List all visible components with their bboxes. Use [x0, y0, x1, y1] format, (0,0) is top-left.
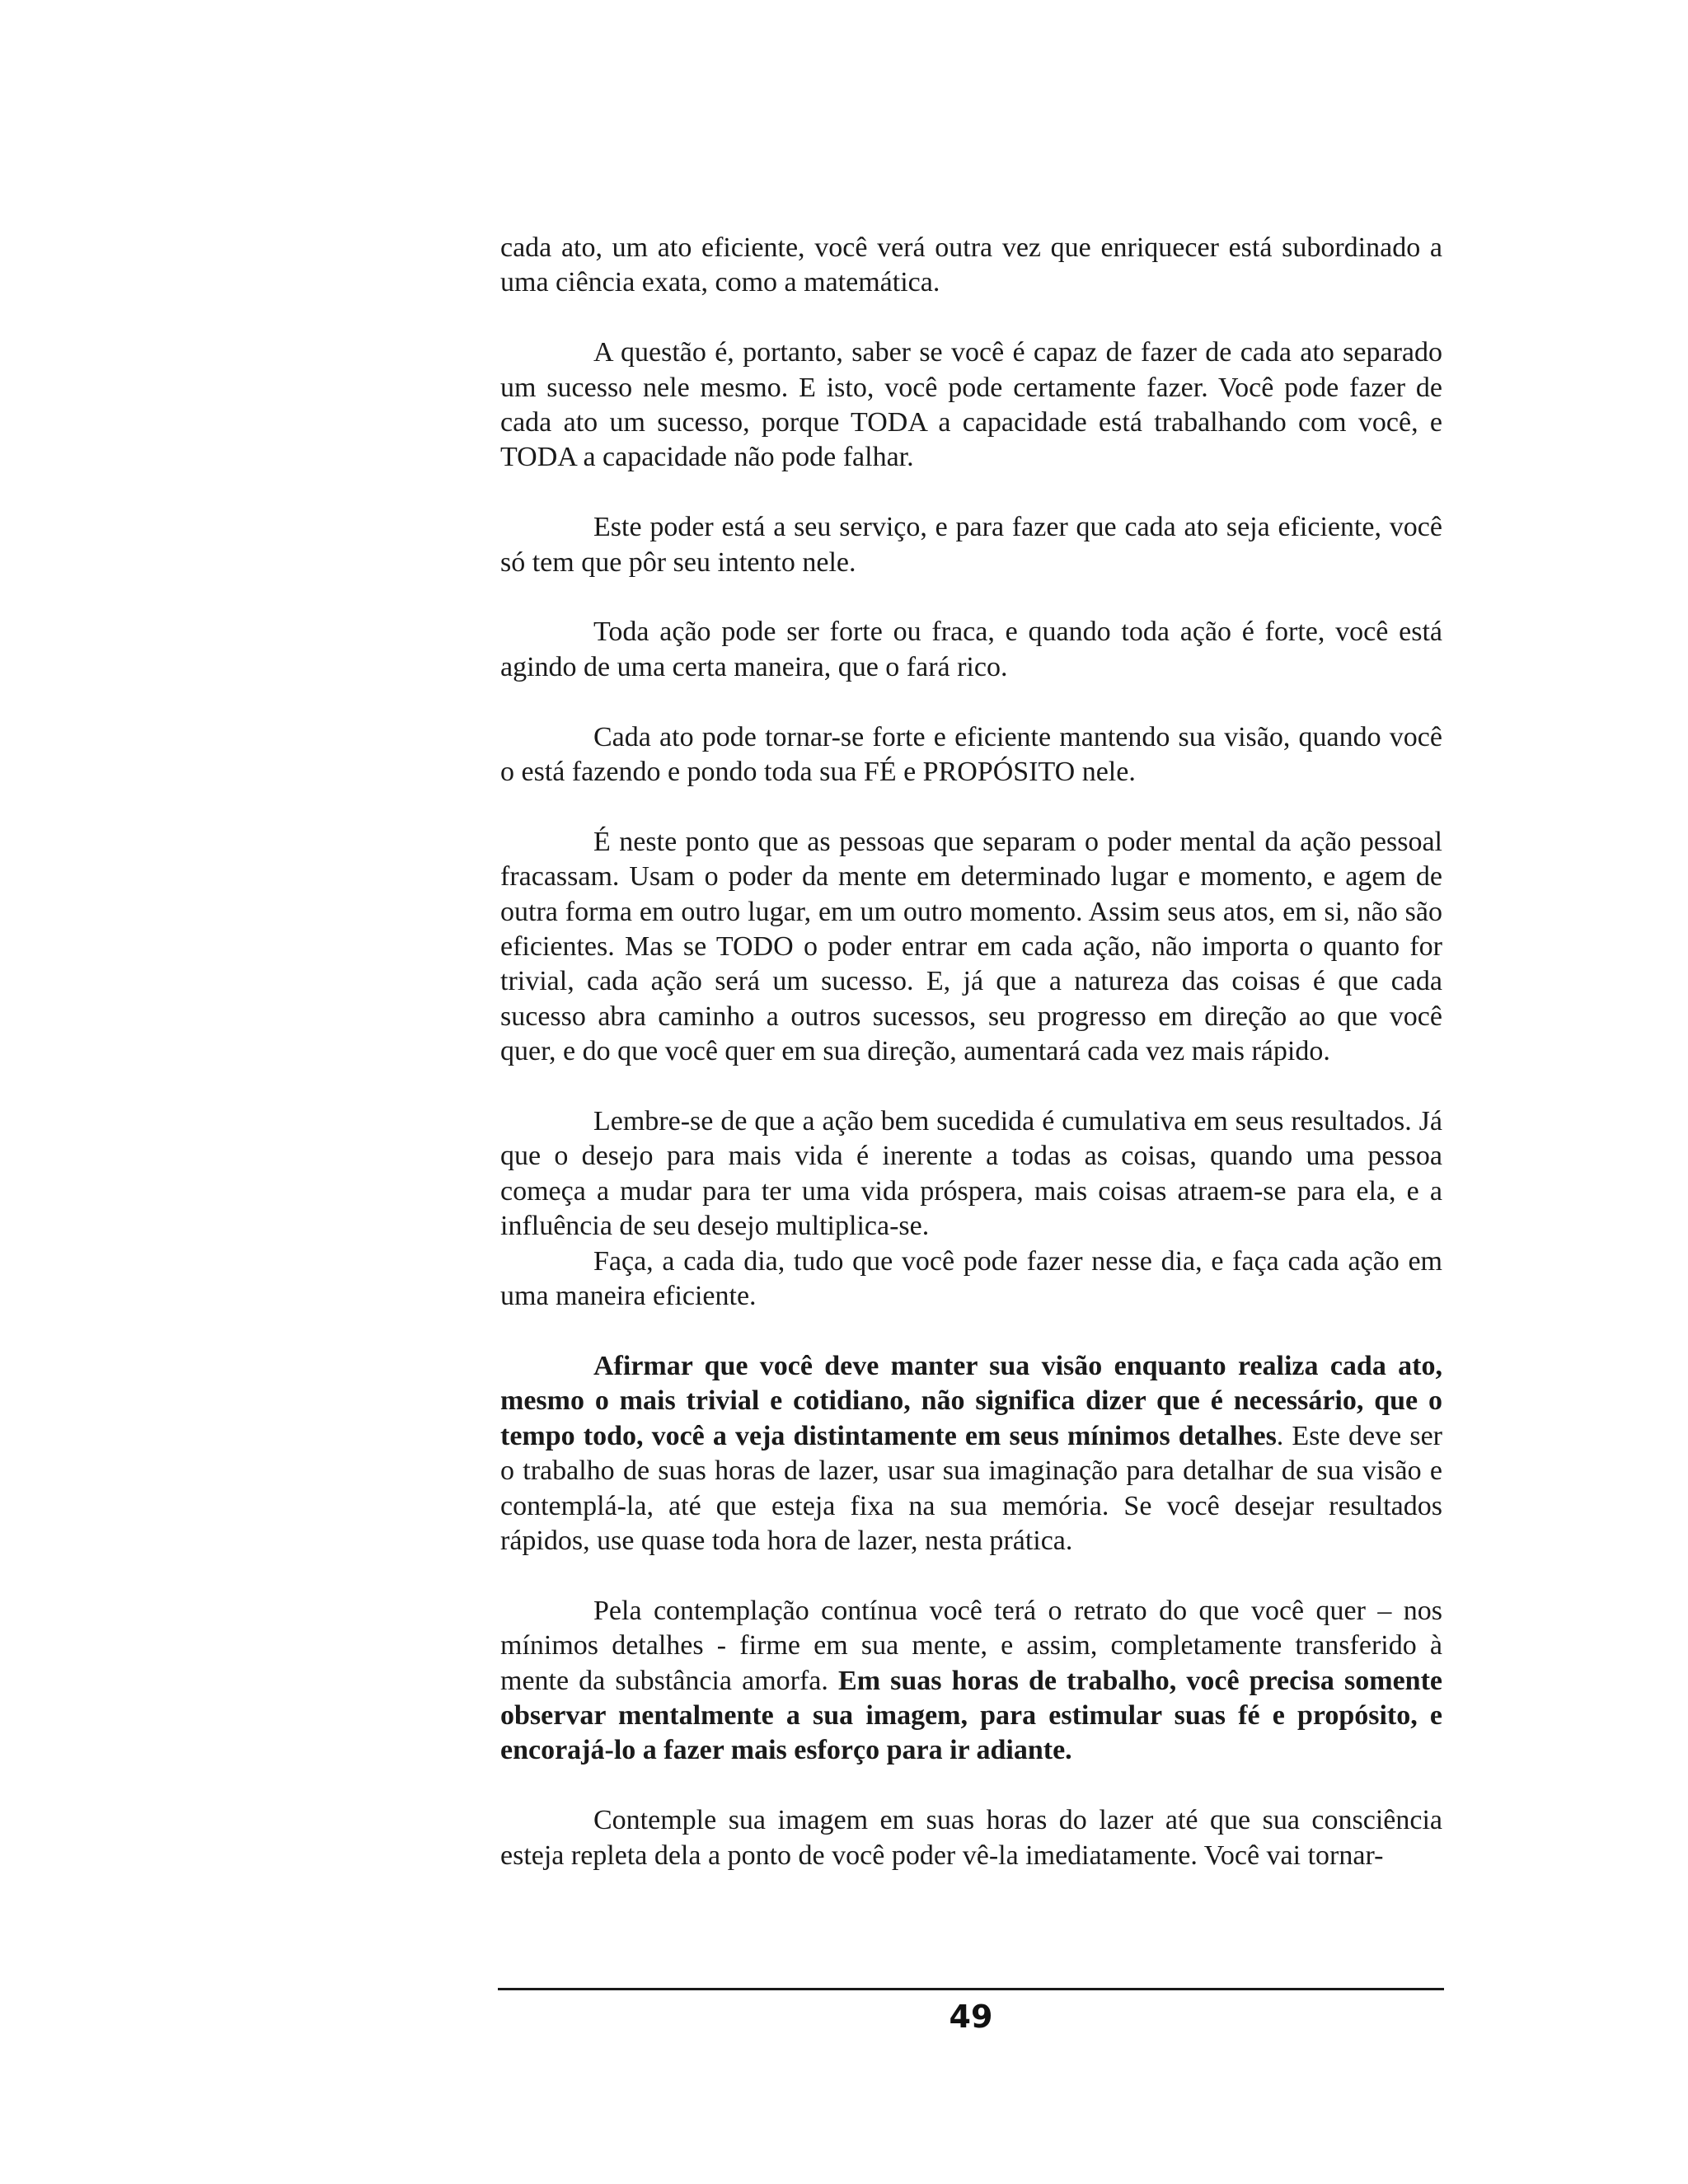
text-run: É neste ponto que as pessoas que separam o poder mental da ação pessoal fracassam. Usam o poder da mente em determinado lugar e momento, e agem de outra forma em outro lugar, em um outro momento. Assim seus atos, em si, não são eficientes. Mas se TODO o poder entrar em cada ação, não importa o quanto for trivial, cada ação será um sucesso. E, já que a natureza das coisas é que cada sucesso abra caminho a outros sucessos, seu progresso em direção ao que você quer, e do que você quer em sua direção, aumentará cada vez mais rápido. [500, 826, 1442, 1067]
text-run: Pela contemplação contínua você terá o retrato do que você quer – nos mínimos detalhes - firme em sua mente, e assim, completamente transferido à mente da substância amorfa. [500, 1595, 1442, 1696]
text-run: A questão é, portanto, saber se você é capaz de fazer de cada ato separado um sucesso nele mesmo. E isto, você pode certamente fazer. Você pode fazer de cada ato um sucesso, porque TODA a capacidade está trabalhando com você, e TODA a capacidade não pode falhar. [500, 337, 1442, 473]
bold-text-run: Afirmar que você deve manter sua visão enquanto realiza cada ato, mesmo o mais trivial e cotidiano, não significa dizer que é necessário, que o tempo todo, você a veja distintamente em seus mínimos detalhes [500, 1350, 1442, 1451]
paragraph [500, 720, 1442, 790]
paragraph [500, 335, 1442, 476]
paragraph [500, 1244, 1442, 1315]
text-run: Este poder está a seu serviço, e para fazer que cada ato seja eficiente, você só tem que pôr seu intento nele. [500, 512, 1442, 578]
paragraph [500, 1349, 1442, 1558]
paragraph [500, 825, 1442, 1070]
paragraph [500, 510, 1442, 580]
text-run: cada ato, um ato eficiente, você verá outra vez que enriquecer está subordinado a uma ciência exata, como a matemática. [500, 232, 1442, 298]
paragraph [500, 231, 1442, 301]
page-number: 49 [949, 1999, 993, 2035]
paragraph [500, 1594, 1442, 1769]
footer-divider [498, 1988, 1444, 1990]
text-run: Toda ação pode ser forte ou fraca, e quando toda ação é forte, você está agindo de uma certa maneira, que o fará rico. [500, 616, 1442, 682]
paragraph [500, 1104, 1442, 1244]
text-run: Cada ato pode tornar-se forte e eficiente mantendo sua visão, quando você o está fazendo e pondo toda sua FÉ e PROPÓSITO nele. [500, 721, 1442, 788]
text-run: Lembre-se de que a ação bem sucedida é cumulativa em seus resultados. Já que o desejo para mais vida é inerente a todas as coisas, quando uma pessoa começa a mudar para ter uma vida próspera, mais coisas atraem-se para ela, e a influência de seu desejo multiplica-se. [500, 1106, 1442, 1242]
body-text [500, 231, 1442, 1873]
paragraph [500, 1803, 1442, 1873]
text-run: Contemple sua imagem em suas horas do lazer até que sua consciência esteja repleta dela a ponto de você poder vê-la imediatamente. Você vai tornar- [500, 1805, 1442, 1871]
text-run: . Este deve ser o trabalho de suas horas de lazer, usar sua imaginação para detalhar de sua visão e contemplá-la, até que esteja fixa na sua memória. Se você desejar resultados rápidos, use quase toda hora de lazer, nesta prática. [500, 1420, 1442, 1556]
paragraph [500, 615, 1442, 685]
bold-text-run: Em suas horas de trabalho, você precisa somente observar mentalmente a sua imagem, para estimular suas fé e propósito, e encorajá-lo a fazer mais esforço para ir adiante. [500, 1665, 1442, 1766]
text-run: Faça, a cada dia, tudo que você pode fazer nesse dia, e faça cada ação em uma maneira eficiente. [500, 1245, 1442, 1312]
